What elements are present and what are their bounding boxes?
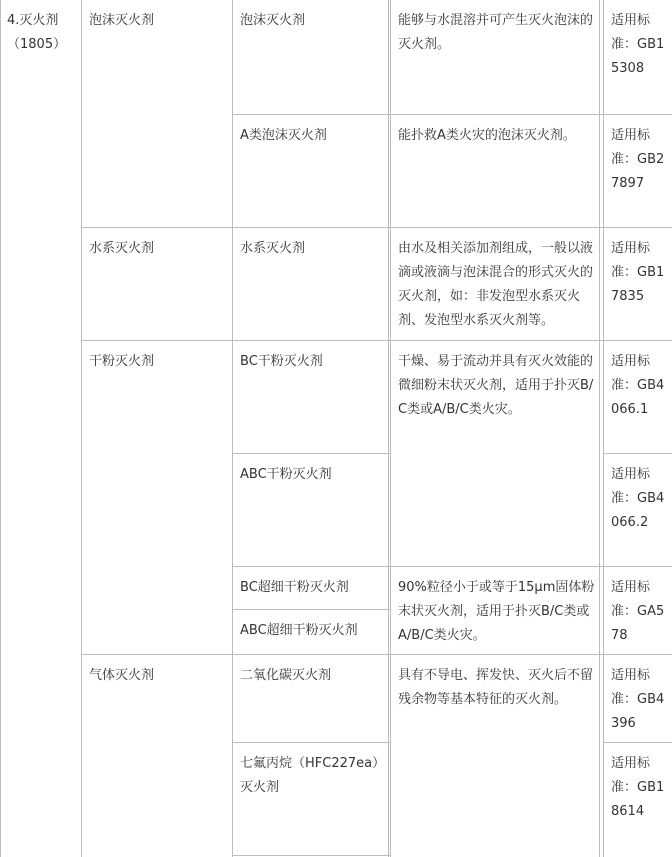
- desc-gas: 具有不导电、挥发快、灭火后不留残余物等基本特征的灭火剂。: [398, 668, 594, 707]
- grid-line: [232, 114, 672, 115]
- subcategory-water: 水系灭火剂: [89, 241, 155, 256]
- std-ultrafine: 适用标准：GA578: [611, 580, 665, 643]
- subcategory-foam: 泡沫灭火剂: [89, 13, 155, 28]
- desc-foam: 能够与水混溶并可产生灭火泡沫的灭火剂。: [398, 13, 594, 52]
- grid-line: [81, 227, 672, 228]
- grid-line: [390, 0, 391, 857]
- grid-line: [603, 453, 672, 454]
- grid-line: [232, 609, 390, 610]
- item-co2: 二氧化碳灭火剂: [240, 668, 332, 683]
- grid-line: [81, 0, 82, 857]
- item-a-class-foam: A类泡沫灭火剂: [240, 128, 327, 143]
- grid-line: [603, 742, 672, 743]
- grid-line: [81, 654, 672, 655]
- grid-line: [599, 0, 600, 857]
- item-hfc227ea: 七氟丙烷（HFC227ea）灭火剂: [240, 756, 379, 795]
- item-abc-powder: ABC干粉灭火剂: [240, 467, 332, 482]
- category-name: 4.灭火剂: [7, 13, 59, 28]
- std-powder-2: 适用标准：GB4066.2: [611, 467, 665, 530]
- item-abc-ultrafine: ABC超细干粉灭火剂: [240, 623, 358, 638]
- grid-line: [232, 855, 390, 856]
- grid-line: [603, 0, 604, 857]
- grid-line: [232, 566, 672, 567]
- subcategory-dry-powder: 干粉灭火剂: [89, 354, 155, 369]
- grid-line: [232, 453, 390, 454]
- item-foam: 泡沫灭火剂: [240, 13, 306, 28]
- desc-water: 由水及相关添加剂组成，一般以液滴或液滴与泡沫混合的形式灭火的灭火剂，如：非发泡型水系灭火剂、发泡型水系灭火剂等。: [398, 241, 594, 328]
- item-bc-powder: BC干粉灭火剂: [240, 354, 323, 369]
- grid-line: [0, 0, 1, 857]
- category-code: （1805）: [7, 37, 67, 52]
- category-cell: [0, 0, 81, 857]
- desc-ultrafine: 90%粒径小于或等于15μm固体粉末状灭火剂，适用于扑灭B/C类或A/B/C类火灾。: [398, 580, 595, 643]
- desc-powder: 干燥、易于流动并具有灭火效能的微细粉末状灭火剂，适用于扑灭B/C类或A/B/C类火灾。: [398, 354, 594, 417]
- subcategory-gas: 气体灭火剂: [89, 668, 155, 683]
- item-water: 水系灭火剂: [240, 241, 306, 256]
- std-co2: 适用标准：GB4396: [611, 668, 665, 731]
- grid-line: [388, 0, 389, 857]
- std-water: 适用标准：GB17835: [611, 241, 665, 304]
- std-powder-1: 适用标准：GB4066.1: [611, 354, 665, 417]
- std-a-class-foam: 适用标准：GB27897: [611, 128, 665, 191]
- std-hfc227ea: 适用标准：GB18614: [611, 756, 665, 819]
- std-foam: 适用标准：GB15308: [611, 13, 665, 76]
- grid-line: [81, 340, 672, 341]
- grid-line: [232, 0, 233, 857]
- item-bc-ultrafine: BC超细干粉灭火剂: [240, 580, 349, 595]
- desc-a-class-foam: 能扑救A类火灾的泡沫灭火剂。: [398, 128, 576, 143]
- grid-line: [232, 742, 390, 743]
